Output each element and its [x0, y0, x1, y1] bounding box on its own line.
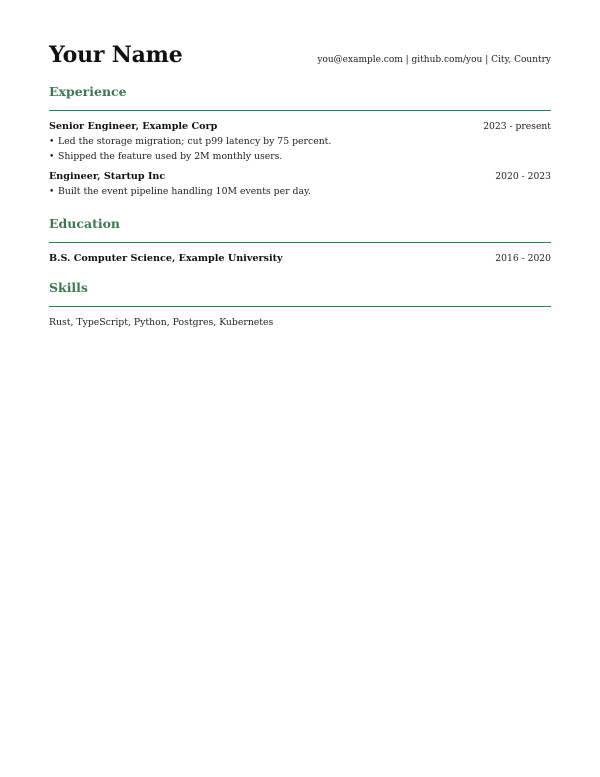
- degree-title: B.S. Computer Science, Example University: [49, 252, 283, 264]
- job-bullets: [49, 135, 551, 164]
- entry-header: [49, 253, 551, 264]
- experience-entry: [49, 171, 551, 200]
- skills-list: Rust, TypeScript, Python, Postgres, Kubernetes: [49, 316, 274, 328]
- entry-header: [49, 121, 551, 132]
- resume-header: [49, 0, 551, 68]
- bullet-dot-icon: •: [49, 137, 55, 147]
- bullet-dot-icon: •: [49, 187, 55, 197]
- bullet-dot-icon: •: [49, 151, 55, 162]
- candidate-name: Your Name: [49, 42, 183, 68]
- skills-body: [49, 307, 551, 328]
- job-bullets: [49, 185, 551, 200]
- bullet-item: [49, 150, 551, 165]
- section-title-education: Education: [49, 216, 551, 243]
- education-entry: [49, 253, 551, 264]
- section-title-skills: Skills: [49, 280, 551, 307]
- education-body: [49, 243, 551, 264]
- bullet-text: Led the storage migration; cut p99 latency by 75 percent.: [58, 136, 332, 147]
- bullet-text: Built the event pipeline handling 10M events per day.: [58, 186, 311, 197]
- experience-entry: [49, 121, 551, 164]
- experience-section: [49, 84, 551, 200]
- bullet-text: Shipped the feature used by 2M monthly users.: [58, 150, 283, 162]
- bullet-item: [49, 135, 551, 150]
- skills-section: [49, 280, 551, 328]
- job-dates: 2023 - present: [483, 121, 551, 132]
- section-title-experience: Experience: [49, 84, 551, 111]
- job-title: Senior Engineer, Example Corp: [49, 121, 218, 132]
- education-section: [49, 216, 551, 264]
- job-title: Engineer, Startup Inc: [49, 171, 166, 182]
- contact-info: you@example.com | github.com/you | City, Country: [317, 55, 551, 65]
- bullet-item: [49, 185, 551, 200]
- job-dates: 2020 - 2023: [495, 171, 551, 182]
- entry-header: [49, 171, 551, 182]
- education-dates: 2016 - 2020: [495, 252, 551, 264]
- experience-body: [49, 111, 551, 200]
